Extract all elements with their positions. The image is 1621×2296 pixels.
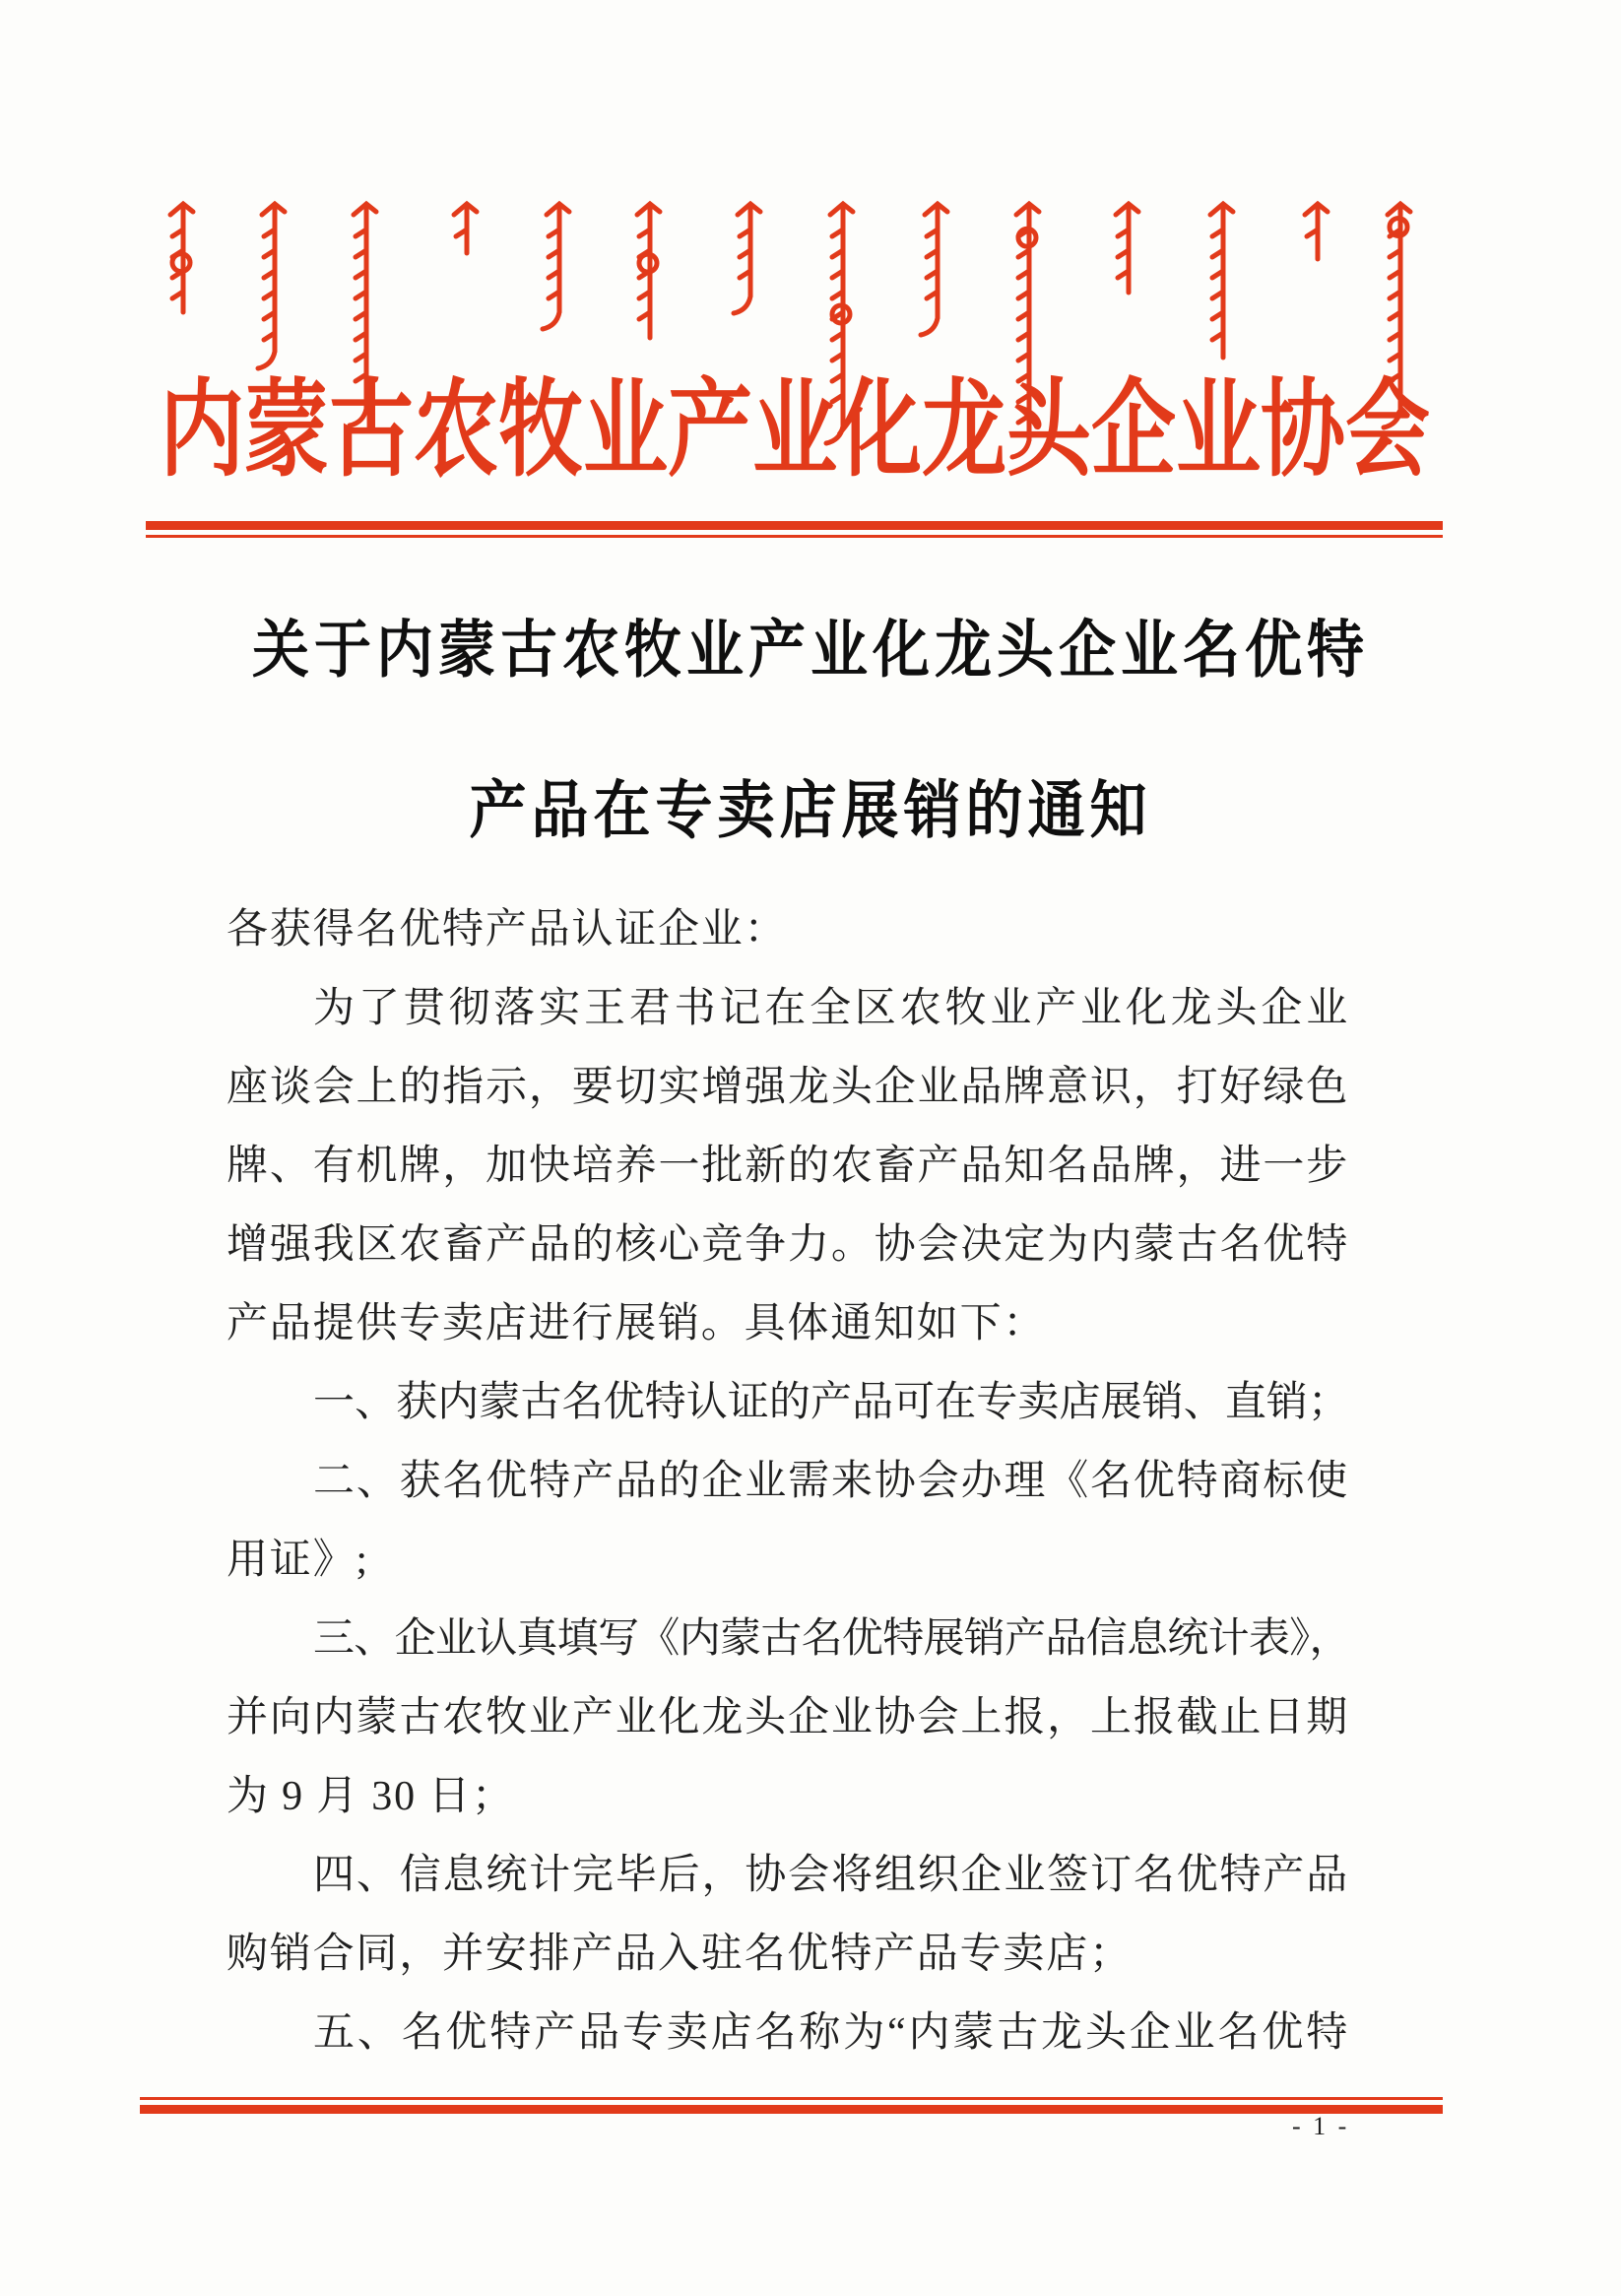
body-line: 三、企业认真填写《内蒙古名优特展销产品信息统计表》， — [313, 1616, 1349, 1662]
body-line: 四、信息统计完毕后，协会将组织企业签订名优特产品 — [313, 1853, 1349, 1898]
body-line: 一、获内蒙古名优特认证的产品可在专卖店展销、直销； — [313, 1380, 1349, 1425]
document-title-line1: 关于内蒙古农牧业产业化龙头企业名优特 — [251, 615, 1369, 686]
body-line: 座谈会上的指示，要切实增强龙头企业品牌意识，打好绿色 — [227, 1065, 1349, 1110]
org-name-red-title: 内蒙古农牧业产业化龙头企业协会 — [160, 370, 1430, 490]
body-line: 增强我区农畜产品的核心竞争力。协会决定为内蒙古名优特 — [227, 1222, 1349, 1268]
body-line: 为了贯彻落实王君书记在全区农牧业产业化龙头企业 — [313, 986, 1349, 1031]
document-title-line2: 产品在专卖店展销的通知 — [469, 775, 1152, 846]
mongolian-script-column — [734, 204, 760, 313]
body-line: 购销合同，并安排产品入驻名优特产品专卖店； — [227, 1932, 1133, 1977]
mongolian-script-column — [258, 204, 285, 368]
page-number: - 1 - — [1292, 2112, 1350, 2140]
mongolian-script-column — [1305, 204, 1328, 259]
body-line: 用证》; — [227, 1538, 369, 1583]
mongolian-script-column — [637, 204, 660, 338]
mongolian-script-column — [1116, 204, 1138, 293]
mongolian-script-column — [1210, 204, 1233, 358]
header-rule-thick — [146, 521, 1443, 530]
footer-rule-thin — [140, 2097, 1443, 2100]
mongolian-script-column — [454, 204, 477, 253]
body-line: 牌、有机牌，加快培养一批新的农畜产品知名品牌，进一步 — [227, 1144, 1349, 1189]
document-body — [227, 890, 1349, 2072]
body-line: 产品提供专卖店进行展销。具体通知如下： — [227, 1301, 1047, 1346]
mongolian-script-column — [921, 204, 947, 335]
body-line: 二、获名优特产品的企业需来协会办理《名优特商标使 — [313, 1459, 1349, 1504]
body-line: 为 9 月 30 日； — [227, 1774, 515, 1819]
body-line: 各获得名优特产品认证企业： — [227, 907, 788, 952]
body-line: 并向内蒙古农牧业产业化龙头企业协会上报，上报截止日期 — [227, 1695, 1349, 1740]
header-rule-thin — [146, 535, 1443, 538]
body-line: 五、名优特产品专卖店名称为“内蒙古龙头企业名优特 — [313, 2010, 1349, 2056]
footer-rule-thick — [140, 2105, 1443, 2114]
mongolian-script-column — [543, 204, 569, 329]
mongolian-script-column — [170, 204, 193, 312]
